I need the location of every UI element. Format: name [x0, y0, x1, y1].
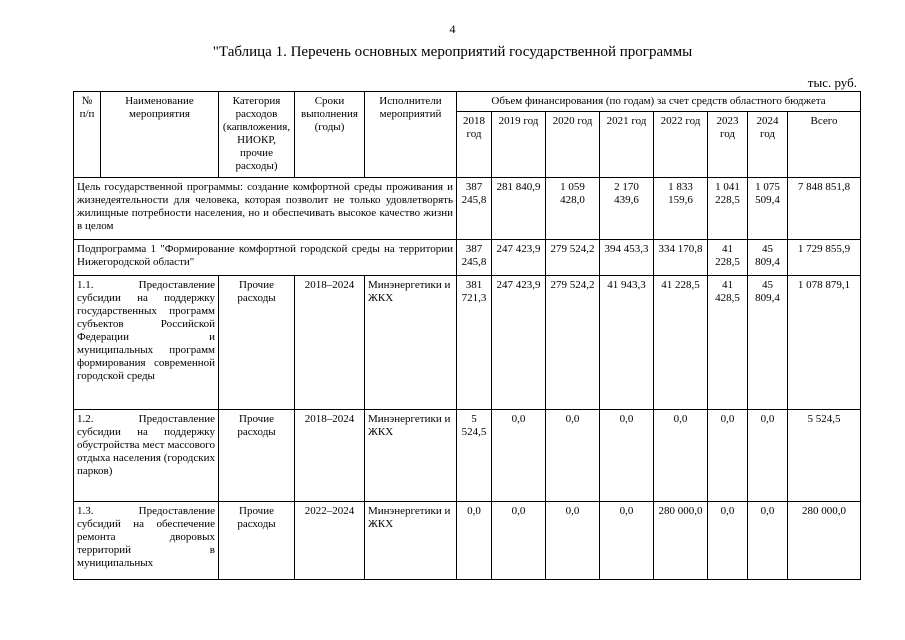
header-category: Категория расходов (капвложения, НИОКР, прочие расходы)	[219, 92, 295, 178]
measure-2024: 0,0	[748, 501, 788, 579]
measure-2020: 0,0	[546, 501, 600, 579]
header-num: № п/п	[74, 92, 101, 178]
subprogram-2023: 41 228,5	[708, 239, 748, 275]
header-year-2022: 2022 год	[654, 111, 708, 177]
measure-terms: 2022–2024	[295, 501, 365, 579]
goal-row	[74, 177, 861, 239]
measure-category: Прочие расходы	[219, 409, 295, 501]
goal-2019: 281 840,9	[492, 177, 546, 239]
goal-total: 7 848 851,8	[788, 177, 861, 239]
measure-2020: 279 524,2	[546, 275, 600, 409]
measure-2024: 0,0	[748, 409, 788, 501]
subprogram-text: Подпрограмма 1 "Формирование комфортной городской среды на территории Нижегородской области"	[74, 239, 457, 275]
subprogram-2020: 279 524,2	[546, 239, 600, 275]
header-name: Наименование мероприятия	[101, 92, 219, 178]
measure-2019: 0,0	[492, 501, 546, 579]
header-terms: Сроки выполнения (годы)	[295, 92, 365, 178]
measure-2022: 280 000,0	[654, 501, 708, 579]
measure-2020: 0,0	[546, 409, 600, 501]
measure-2021: 0,0	[600, 409, 654, 501]
header-year-2023: 2023 год	[708, 111, 748, 177]
measure-2018: 381 721,3	[457, 275, 492, 409]
header-total: Всего	[788, 111, 861, 177]
table-row	[74, 409, 861, 501]
page-number: 4	[449, 22, 456, 36]
table-row	[74, 275, 861, 409]
measure-executor: Минэнергетики и ЖКХ	[365, 275, 457, 409]
measure-2018: 0,0	[457, 501, 492, 579]
measure-2021: 0,0	[600, 501, 654, 579]
subprogram-2024: 45 809,4	[748, 239, 788, 275]
measure-total: 5 524,5	[788, 409, 861, 501]
measure-2023: 0,0	[708, 501, 748, 579]
measure-2021: 41 943,3	[600, 275, 654, 409]
measure-2022: 0,0	[654, 409, 708, 501]
header-executors: Исполнители мероприятий	[365, 92, 457, 178]
header-financing: Объем финансирования (по годам) за счет средств областного бюджета	[457, 92, 861, 112]
header-row	[74, 92, 861, 112]
units-label: тыс. руб.	[807, 75, 857, 90]
subprogram-total: 1 729 855,9	[788, 239, 861, 275]
goal-2024: 1 075 509,4	[748, 177, 788, 239]
subprogram-2021: 394 453,3	[600, 239, 654, 275]
table-title: "Таблица 1. Перечень основных мероприятий государственной программы	[212, 44, 693, 60]
measure-category: Прочие расходы	[219, 275, 295, 409]
measure-category: Прочие расходы	[219, 501, 295, 579]
subprogram-2019: 247 423,9	[492, 239, 546, 275]
measure-name: 1.2. Предоставление субсидии на поддержку обустройства мест массового отдыха населения (городских парков)	[74, 409, 219, 501]
measure-2019: 0,0	[492, 409, 546, 501]
measure-2018: 5 524,5	[457, 409, 492, 501]
goal-text: Цель государственной программы: создание комфортной среды проживания и жизнедеятельности для человека, которая позволит не только удовлетворять жилищные потребности населения, но и обеспечивать высокое качество жизни в целом	[74, 177, 457, 239]
measure-2023: 41 428,5	[708, 275, 748, 409]
measure-2023: 0,0	[708, 409, 748, 501]
measure-2024: 45 809,4	[748, 275, 788, 409]
subprogram-row	[74, 239, 861, 275]
measure-2019: 247 423,9	[492, 275, 546, 409]
header-year-2019: 2019 год	[492, 111, 546, 177]
measure-name: 1.3. Предоставление субсидий на обеспечение ремонта дворовых территорий в муниципальных	[74, 501, 219, 579]
subprogram-2022: 334 170,8	[654, 239, 708, 275]
goal-2022: 1 833 159,6	[654, 177, 708, 239]
header-year-2020: 2020 год	[546, 111, 600, 177]
goal-2020: 1 059 428,0	[546, 177, 600, 239]
header-year-2021: 2021 год	[600, 111, 654, 177]
goal-2018: 387 245,8	[457, 177, 492, 239]
measure-name: 1.1. Предоставление субсидии на поддержку государственных программ субъектов Российской Федерации и муниципальных программ формирования современной городской среды	[74, 275, 219, 409]
measure-total: 280 000,0	[788, 501, 861, 579]
table-row	[74, 501, 861, 579]
goal-2023: 1 041 228,5	[708, 177, 748, 239]
measure-executor: Минэнергетики и ЖКХ	[365, 409, 457, 501]
subprogram-2018: 387 245,8	[457, 239, 492, 275]
measures-table	[73, 91, 861, 580]
goal-2021: 2 170 439,6	[600, 177, 654, 239]
header-year-2018: 2018 год	[457, 111, 492, 177]
measure-executor: Минэнергетики и ЖКХ	[365, 501, 457, 579]
measure-2022: 41 228,5	[654, 275, 708, 409]
header-year-2024: 2024 год	[748, 111, 788, 177]
measure-terms: 2018–2024	[295, 275, 365, 409]
measure-terms: 2018–2024	[295, 409, 365, 501]
measure-total: 1 078 879,1	[788, 275, 861, 409]
